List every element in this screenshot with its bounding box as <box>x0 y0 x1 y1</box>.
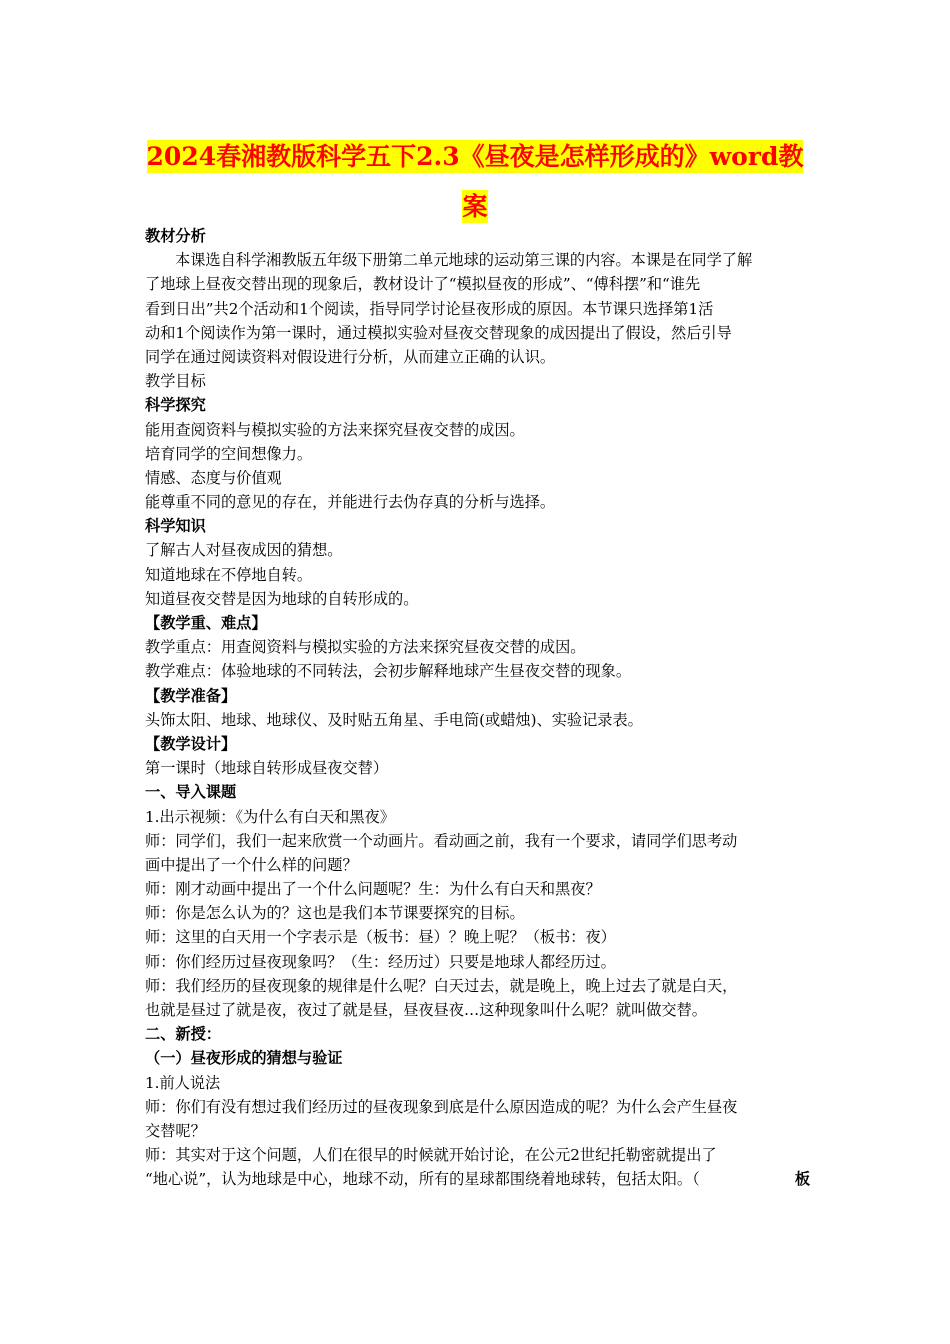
text-line-content: 了地球上昼夜交替出现的现象后，教材设计了“模拟昼夜的形成”、“傅科摆”和“谁先 <box>145 275 701 294</box>
text-line <box>145 272 810 296</box>
text-line <box>145 321 810 345</box>
text-line-content: 能尊重不同的意见的存在，并能进行去伪存真的分析与选择。 <box>145 493 556 512</box>
text-line <box>145 635 810 659</box>
text-line-content: 师：其实对于这个问题，人们在很早的时候就开始讨论，在公元2世纪托勒密就提出了 <box>145 1146 717 1165</box>
text-line <box>145 732 810 756</box>
text-line-content: 培育同学的空间想像力。 <box>145 444 313 463</box>
document-title <box>100 132 850 232</box>
text-line <box>145 950 810 974</box>
text-line <box>145 297 810 321</box>
text-line <box>145 1143 810 1167</box>
text-line <box>145 1119 810 1143</box>
text-line <box>145 514 810 538</box>
text-line-content: 【教学设计】 <box>145 734 237 753</box>
text-line <box>145 853 810 877</box>
text-line-content: 教材分析 <box>145 227 206 245</box>
text-line-content: 也就是昼过了就是夜，夜过了就是昼，昼夜昼夜…这种现象叫什么呢？就叫做交替。 <box>145 1001 707 1019</box>
text-line-content: 教学重点：用查阅资料与模拟实验的方法来探究昼夜交替的成因。 <box>145 638 586 657</box>
text-line <box>145 974 810 998</box>
text-line-content: 1.前人说法 <box>145 1073 221 1092</box>
text-line-content: 师：我们经历的昼夜现象的规律是什么呢？白天过去，就是晚上，晚上过去了就是白天， <box>145 976 738 995</box>
text-line-content: 知道昼夜交替是因为地球的自转形成的。 <box>145 589 419 608</box>
text-line <box>145 538 810 562</box>
text-line-content: 能用查阅资料与模拟实验的方法来探究昼夜交替的成因。 <box>145 420 525 439</box>
text-line-content: 动和1个阅读作为第一课时，通过模拟实验对昼夜交替现象的成因提出了假设，然后引导 <box>145 323 732 342</box>
text-line-content: 本课选自科学湘教版五年级下册第二单元地球的运动第三课的内容。本课是在同学了解 <box>175 251 753 270</box>
text-line <box>145 248 810 272</box>
text-line-content: 师：你们有没有想过我们经历过的昼夜现象到底是什么原因造成的呢？为什么会产生昼夜 <box>145 1097 738 1116</box>
text-line-content: 【教学准备】 <box>145 686 237 705</box>
text-line-content: 知道地球在不停地自转。 <box>145 565 313 584</box>
text-line <box>145 369 810 393</box>
text-line-content: 【教学重、难点】 <box>145 614 267 632</box>
text-line-tail: 板 <box>794 1170 810 1189</box>
text-line-content: 教学难点：体验地球的不同转法，会初步解释地球产生昼夜交替的现象。 <box>145 662 631 681</box>
text-line-content: 师：同学们，我们一起来欣赏一个动画片。看动画之前，我有一个要求，请同学们思考动 <box>145 831 738 850</box>
text-line <box>145 393 810 417</box>
text-line <box>145 998 810 1022</box>
text-line-content: 科学知识 <box>145 517 206 536</box>
text-line <box>145 466 810 490</box>
text-line <box>145 1046 810 1070</box>
text-line-content: 头饰太阳、地球、地球仪、及时贴五角星、手电筒(或蜡烛)、实验记录表。 <box>145 710 643 729</box>
text-line <box>145 587 810 611</box>
document-body <box>145 224 810 1192</box>
text-line-content: 师：这里的白天用一个字表示是（板书：昼）？晚上呢？（板书：夜） <box>145 928 616 947</box>
text-line-content: 师：你是怎么认为的？这也是我们本节课要探究的目标。 <box>145 904 525 923</box>
text-line <box>145 442 810 466</box>
text-line-content: 交替呢？ <box>145 1121 206 1140</box>
text-line-content: 画中提出了一个什么样的问题？ <box>145 855 358 874</box>
text-line <box>145 901 810 925</box>
text-line-content: 科学探究 <box>145 396 206 415</box>
text-line <box>145 224 810 248</box>
text-line <box>145 925 810 949</box>
text-line <box>145 708 810 732</box>
text-line-content: 二、新授： <box>145 1025 221 1044</box>
text-line-content: （一）昼夜形成的猜想与验证 <box>145 1049 343 1068</box>
text-line <box>145 418 810 442</box>
text-line-content: “地心说”，认为地球是中心，地球不动，所有的星球都围绕着地球转，包括太阳。（ <box>145 1170 700 1189</box>
text-line-content: 师：刚才动画中提出了一个什么问题呢？生：为什么有白天和黑夜？ <box>145 880 601 899</box>
text-line <box>145 684 810 708</box>
text-line <box>145 611 810 635</box>
title-line-2: 案 <box>462 192 488 221</box>
text-line-content: 师：你们经历过昼夜现象吗？（生：经历过）只要是地球人都经历过。 <box>145 952 616 971</box>
text-line <box>145 1071 810 1095</box>
text-line <box>145 805 810 829</box>
text-line <box>145 780 810 804</box>
text-line <box>145 829 810 853</box>
text-line <box>145 877 810 901</box>
text-line-content: 情感、态度与价值观 <box>145 468 282 487</box>
text-line <box>145 490 810 514</box>
text-line-content: 第一课时（地球自转形成昼夜交替） <box>145 759 388 778</box>
title-line-1: 2024春湘教版科学五下2.3《昼夜是怎样形成的》word教 <box>146 142 804 171</box>
text-line-content: 一、导入课题 <box>145 783 237 802</box>
text-line-content: 看到日出”共2个活动和1个阅读，指导同学讨论昼夜形成的原因。本节课只选择第1活 <box>145 299 714 318</box>
text-line <box>145 1167 810 1191</box>
text-line <box>145 1095 810 1119</box>
text-line-content: 同学在通过阅读资料对假设进行分析，从而建立正确的认识。 <box>145 347 556 366</box>
text-line <box>145 659 810 683</box>
text-line <box>145 756 810 780</box>
text-line-content: 教学目标 <box>145 372 206 391</box>
text-line-content: 了解古人对昼夜成因的猜想。 <box>145 541 343 560</box>
text-line <box>145 345 810 369</box>
text-line <box>145 1022 810 1046</box>
text-line <box>145 563 810 587</box>
text-line-content: 1.出示视频：《为什么有白天和黑夜》 <box>145 807 395 826</box>
